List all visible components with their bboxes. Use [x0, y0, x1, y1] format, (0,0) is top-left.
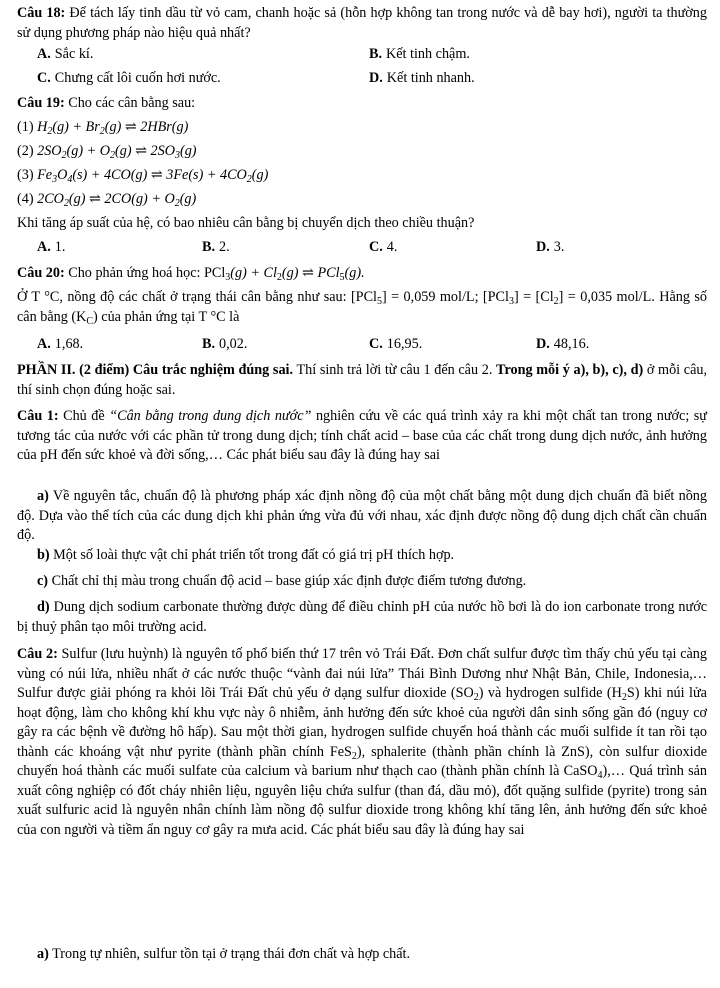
- part-title: PHẦN II. (2 điểm) Câu trắc nghiệm đúng sai.: [17, 362, 294, 378]
- eq-number: (3): [17, 167, 34, 183]
- option-text: Sắc kí.: [54, 46, 94, 62]
- option-text: Chưng cất lôi cuốn hơi nước.: [54, 70, 221, 86]
- q18-option-b[interactable]: [369, 45, 470, 65]
- c1-statement-c[interactable]: [17, 572, 707, 592]
- q18-option-a[interactable]: [37, 45, 93, 65]
- equilibrium-4: [17, 190, 707, 210]
- question-number: Câu 19:: [17, 95, 65, 111]
- part2-question-2: Câu 2: Sulfur (lưu huỳnh) là nguyên tố phổ biến thứ 17 trên vỏ Trái Đất. Đơn chất sulfur được tìm thấy chủ yếu tại càng vùng có núi lửa, nhiều nhất ở các nước thuộc “vành đai núi lửa” Thái Bình Dương như Nhật Bản, Chile, Indonesia,… Sulfur được giải phóng ra khỏi lõi Trái Đất chủ yếu ở dạng sulfur dioxide $(SO_2)$ và hydrogen sulfide $(H_2S)$ khi núi lửa hoạt động, làm cho không khí khu vực này ô nhiễm, ảnh hưởng đến sức khoẻ của người dân sinh sống gần đó (nguy cơ gây ra các bệnh về đường hô hấp). Sau một thời gian, hydrogen sulfide chuyển hoá thành các muối sulfide ít tan rồi tạo thành các khoáng vật như pyrite (thành phần chính FeS$_2$), sphalerite (thành phần chính là ZnS), còn sulfur dioxide chuyển hoá thành các muối sulfate của calcium và barium như thạch cao (thành phần chính là CaSO$_4$),… Quá trình sản xuất công nghiệp có đốt cháy nhiên liệu, nguyên liệu chứa sulfur (than đá, dầu mỏ), đốt quặng sulfide (pyrite) trong sản xuất sulfuric acid là nguyên nhân chính làm nồng độ sulfur dioxide trong không khí tăng lên, ảnh hưởng đến sức khoẻ của con người và tiềm ẩn nguy cơ gây ra mưa acid. Các phát biểu sau đây là đúng hay sai: [17, 646, 707, 838]
- statement-label: a): [37, 488, 49, 504]
- option-letter: A.: [37, 336, 51, 352]
- c1-statement-d[interactable]: [17, 598, 707, 637]
- equation: $Fe_3O_4(s) + 4CO(g)$ ⇌ $3Fe(s) + 4CO_2(g)$: [37, 167, 269, 185]
- option-text: 1,68.: [54, 336, 84, 352]
- question-text: Để tách lấy tinh dầu từ vỏ cam, chanh hoặc sả (hỗn hợp không tan trong nước và dễ bay hơi), người ta thường sử dụng phương pháp nào hiệu quả nhất?: [17, 5, 707, 41]
- option-text: Kết tinh chậm.: [386, 46, 470, 62]
- statement-text: Trong tự nhiên, sulfur tồn tại ở trạng thái đơn chất và hợp chất.: [52, 946, 411, 962]
- option-letter: D.: [536, 336, 550, 352]
- q19-option-d[interactable]: [536, 238, 564, 258]
- option-letter: B.: [369, 46, 383, 62]
- statement-text: Chất chỉ thị màu trong chuẩn độ acid – base giúp xác định được điểm tương đương.: [51, 573, 527, 589]
- statement-label: b): [37, 547, 50, 563]
- option-letter: B.: [202, 336, 216, 352]
- eq-number: (1): [17, 119, 34, 135]
- q20-condition: Ở T °C, nồng độ các chất ở trạng thái cân bằng như sau: [PCl$_5$] = 0,059 mol/L; $[PCl_3] = [Cl_2] = 0,035$ mol/L. Hằng số cân bằng $(K_C)$ của phản ứng tại T °C là: [17, 289, 707, 327]
- question-number: Câu 1:: [17, 408, 59, 424]
- option-letter: C.: [369, 336, 383, 352]
- question-20: [17, 264, 707, 284]
- q19-option-b[interactable]: [202, 238, 230, 258]
- question-19: [17, 94, 707, 114]
- q20-option-b[interactable]: [202, 335, 247, 355]
- statement-text: Một số loài thực vật chỉ phát triển tốt trong đất có giá trị pH thích hợp.: [53, 547, 455, 563]
- question-number: Câu 18:: [17, 5, 66, 21]
- statement-label: d): [37, 599, 50, 615]
- question-number: Câu 20:: [17, 265, 65, 281]
- option-letter: A.: [37, 46, 51, 62]
- q19-question: Khi tăng áp suất của hệ, có bao nhiêu cân bằng bị chuyển dịch theo chiều thuận?: [17, 215, 475, 231]
- c2-statement-a[interactable]: [17, 945, 707, 965]
- equation: $H_2(g) + Br_2(g)$ ⇌ 2HBr(g): [37, 119, 189, 137]
- equation: $2CO_2(g)$ ⇌ $2CO(g) + O_2(g)$: [37, 191, 197, 209]
- option-letter: D.: [536, 239, 550, 255]
- option-text: 16,95.: [386, 336, 423, 352]
- part-2-header: PHẦN II. (2 điểm) Câu trắc nghiệm đúng sai. Thí sinh trả lời từ câu 1 đến câu 2. Trong mỗi ý a), b), c), d) ở mỗi câu, thí sinh chọn đúng hoặc sai.: [17, 362, 708, 398]
- q18-option-c[interactable]: [37, 69, 221, 89]
- option-letter: A.: [37, 239, 51, 255]
- option-text: Kết tinh nhanh.: [386, 70, 475, 86]
- option-letter: C.: [369, 239, 383, 255]
- question-18: [17, 4, 707, 43]
- equilibrium-2: [17, 142, 707, 162]
- option-text: 3.: [553, 239, 565, 255]
- equilibrium-3: [17, 166, 707, 186]
- question-text: Cho các cân bằng sau:: [68, 95, 196, 111]
- q20-option-c[interactable]: [369, 335, 422, 355]
- q20-option-a[interactable]: [37, 335, 83, 355]
- option-letter: B.: [202, 239, 216, 255]
- option-text: 1.: [54, 239, 66, 255]
- option-text: 2.: [219, 239, 230, 255]
- statement-text: Dung dịch sodium carbonate thường được dùng để điều chỉnh pH của nước hồ bơi là do ion carbonate trong nước bị thuỷ phân tạo môi trường acid.: [17, 599, 708, 635]
- part2-question-1: Câu 1: Chủ đề “Cân bằng trong dung dịch nước” nghiên cứu về các quá trình xảy ra khi một chất tan trong nước; sự tương tác của nước với các phần tử trong dung dịch; tính chất acid – base của các chất trong dung dịch nước, ảnh hưởng của pH đến sức khoẻ và đời sống,… Các phát biểu sau đây là đúng hay sai: [17, 408, 707, 463]
- statement-label: c): [37, 573, 49, 589]
- question-text: Cho phản ứng hoá học: $PCl_3(g) + Cl_2(g)$ ⇌ PCl$_5$(g).: [68, 265, 365, 283]
- q19-option-a[interactable]: [37, 238, 65, 258]
- q20-option-d[interactable]: [536, 335, 589, 355]
- question-number: Câu 2:: [17, 646, 58, 662]
- option-text: 48,16.: [553, 336, 590, 352]
- option-text: 4.: [386, 239, 398, 255]
- q19-option-c[interactable]: [369, 238, 397, 258]
- c1-statement-a[interactable]: [17, 487, 707, 546]
- q18-option-d[interactable]: [369, 69, 475, 89]
- equilibrium-1: [17, 118, 707, 138]
- option-letter: C.: [37, 70, 51, 86]
- eq-number: (2): [17, 143, 34, 159]
- eq-number: (4): [17, 191, 34, 207]
- statement-text: Về nguyên tắc, chuẩn độ là phương pháp xác định nồng độ của một chất bằng một dung dịch chuẩn đã biết nồng độ. Dựa vào thể tích của các dung dịch khi phản ứng vừa đủ với nhau, xác định được nồng độ dung dịch chất cần chuẩn độ.: [17, 488, 707, 543]
- c1-statement-b[interactable]: [17, 546, 707, 566]
- option-text: 0,02.: [219, 336, 248, 352]
- equation: $2SO_2(g) + O_2(g)$ ⇌ $2SO_3(g)$: [37, 143, 197, 161]
- option-letter: D.: [369, 70, 383, 86]
- statement-label: a): [37, 946, 49, 962]
